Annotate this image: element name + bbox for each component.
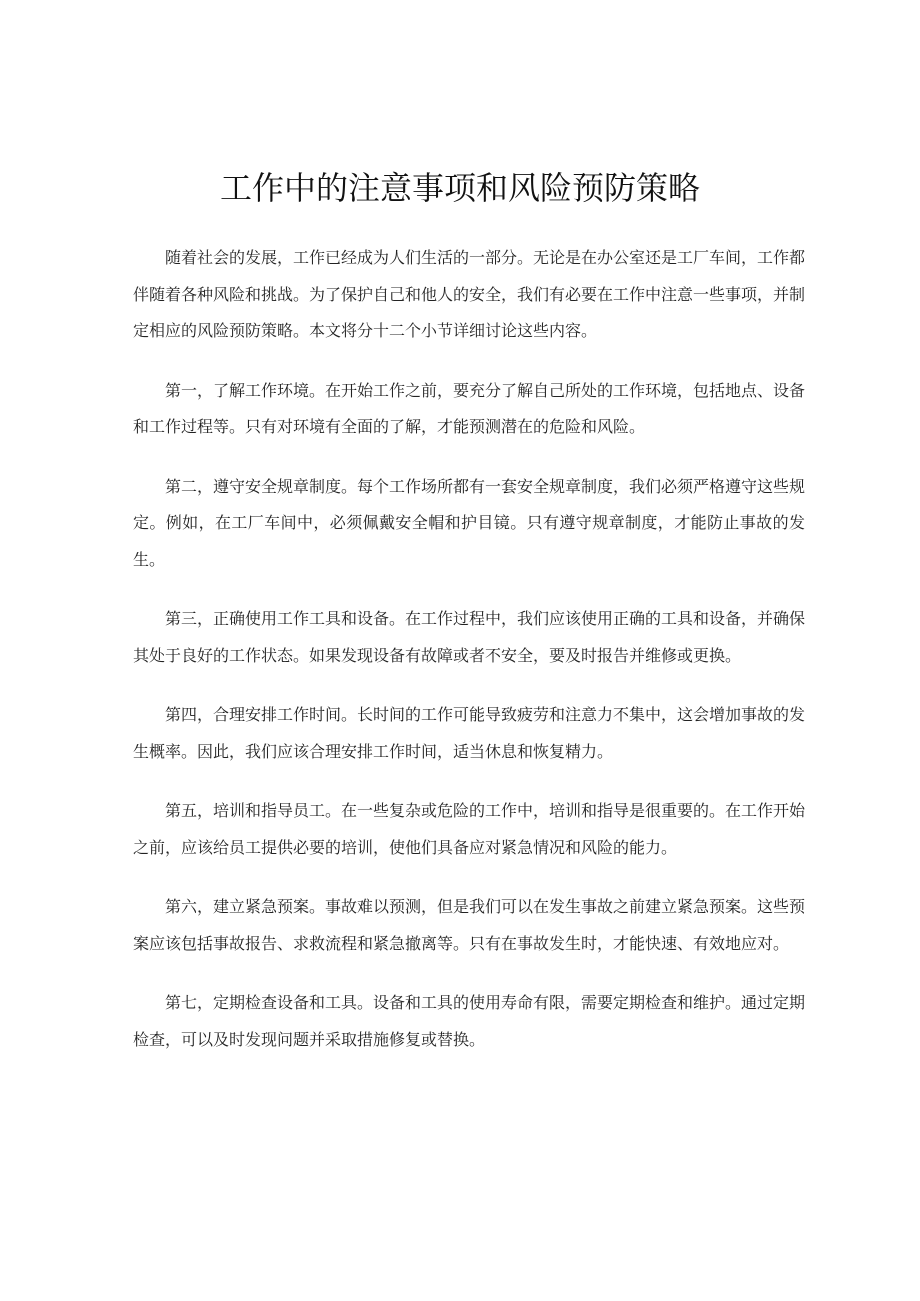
paragraph-section-1: 第一，了解工作环境。在开始工作之前，要充分了解自己所处的工作环境，包括地点、设备和工作过程等。只有对环境有全面的了解，才能预测潜在的危险和风险。	[133, 380, 806, 436]
paragraph-intro: 随着社会的发展，工作已经成为人们生活的一部分。无论是在办公室还是工厂车间，工作都伴随着各种风险和挑战。为了保护自己和他人的安全，我们有必要在工作中注意一些事项，并制定相应的风险预防策略。本文将分十二个小节详细讨论这些内容。	[133, 248, 806, 340]
document-body	[133, 240, 805, 1081]
paragraph-section-2: 第二，遵守安全规章制度。每个工作场所都有一套安全规章制度，我们必须严格遵守这些规定。例如，在工厂车间中，必须佩戴安全帽和护目镜。只有遵守规章制度，才能防止事故的发生。	[133, 476, 806, 569]
document-title: 工作中的注意事项和风险预防策略	[219, 169, 700, 207]
paragraph-section-3: 第三，正确使用工作工具和设备。在工作过程中，我们应该使用正确的工具和设备，并确保其处于良好的工作状态。如果发现设备有故障或者不安全，要及时报告并维修或更换。	[133, 609, 806, 665]
paragraph-section-6: 第六，建立紧急预案。事故难以预测，但是我们可以在发生事故之前建立紧急预案。这些预案应该包括事故报告、求救流程和紧急撤离等。只有在事故发生时，才能快速、有效地应对。	[133, 897, 806, 953]
paragraph-section-7: 第七，定期检查设备和工具。设备和工具的使用寿命有限，需要定期检查和维护。通过定期检查，可以及时发现问题并采取措施修复或替换。	[133, 993, 806, 1049]
paragraph-section-5: 第五，培训和指导员工。在一些复杂或危险的工作中，培训和指导是很重要的。在工作开始之前，应该给员工提供必要的培训，使他们具备应对紧急情况和风险的能力。	[133, 801, 806, 857]
paragraph-section-4: 第四，合理安排工作时间。长时间的工作可能导致疲劳和注意力不集中，这会增加事故的发生概率。因此，我们应该合理安排工作时间，适当休息和恢复精力。	[133, 705, 806, 761]
